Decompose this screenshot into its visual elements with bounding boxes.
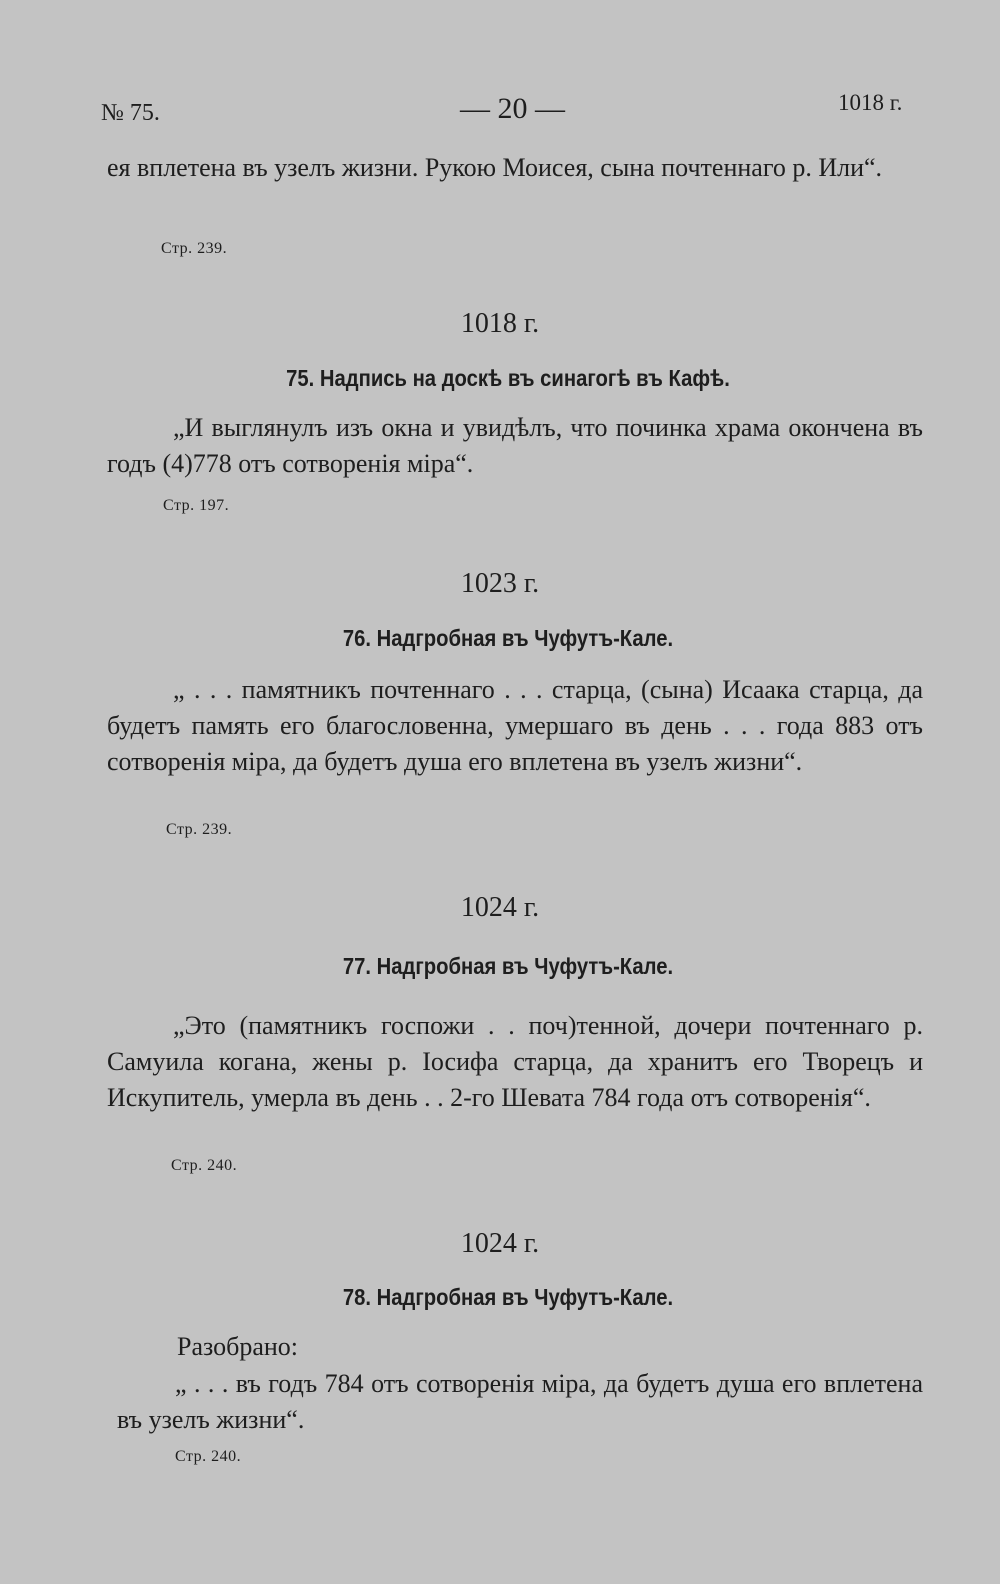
entry-number: 76. bbox=[342, 625, 372, 651]
entry-year: 1018 г. bbox=[460, 308, 540, 339]
entry-number: 78. bbox=[342, 1284, 372, 1310]
entry-body bbox=[107, 410, 923, 482]
page-reference: Стр. 197. bbox=[163, 497, 230, 514]
page-reference: Стр. 240. bbox=[171, 1157, 238, 1174]
entry-title-text: Надгробная въ Чуфутъ-Кале. bbox=[376, 1284, 674, 1310]
entry-number-header: № 75. bbox=[101, 100, 160, 126]
entry-text: „ . . . въ годъ 784 отъ сотворенія міра, да будетъ душа его вплетена въ узелъ жизни“. bbox=[117, 1369, 923, 1434]
entry-title bbox=[68, 953, 948, 980]
entry-title bbox=[68, 365, 948, 392]
entry-body bbox=[107, 672, 923, 780]
entry-body bbox=[107, 1008, 923, 1116]
entry-text: „Это (памятникъ госпожи . . поч)тенной, дочери почтеннаго р. Самуила когана, жены р. Іосифа старца, да хранитъ его Творецъ и Искупитель, умерла въ день . . 2-го Шевата 784 года отъ сотворенія“. bbox=[107, 1011, 923, 1112]
entry-text: „ . . . памятникъ почтеннаго . . . старца, (сына) Исаака старца, да будетъ память его благословенна, умершаго въ день . . . года 883 отъ сотворенія міра, да будетъ душа его вплетена въ узелъ жизни“. bbox=[107, 675, 923, 776]
continuation-text bbox=[107, 150, 923, 186]
entry-number: 77. bbox=[342, 953, 372, 979]
entry-title-text: Надгробная въ Чуфутъ-Кале. bbox=[376, 953, 674, 979]
entry-number: 75. bbox=[286, 365, 315, 391]
entry-title bbox=[68, 625, 948, 652]
entry-title-text: Надпись на доскѣ въ синагогѣ въ Кафѣ. bbox=[319, 365, 730, 391]
entry-year: 1024 г. bbox=[460, 892, 540, 923]
page-reference: Стр. 239. bbox=[161, 240, 228, 257]
entry-text: ея вплетена въ узелъ жизни. Рукою Моисея, сына почтеннаго р. Или“. bbox=[107, 153, 883, 182]
page-reference: Стр. 240. bbox=[175, 1448, 242, 1465]
entry-title bbox=[68, 1284, 948, 1311]
entry-year: 1024 г. bbox=[460, 1228, 540, 1259]
entry-title-text: Надгробная въ Чуфутъ-Кале. bbox=[376, 625, 674, 651]
page-number: — 20 — bbox=[460, 92, 565, 125]
entry-subheading: Разобрано: bbox=[177, 1332, 299, 1361]
entry-body bbox=[117, 1366, 923, 1438]
page-reference: Стр. 239. bbox=[166, 821, 233, 838]
year-header: 1018 г. bbox=[838, 90, 903, 115]
entry-text: „И выглянулъ изъ окна и увидѣлъ, что починка храма окончена въ годъ (4)778 отъ сотворенія міра“. bbox=[107, 413, 923, 478]
entry-year: 1023 г. bbox=[460, 568, 540, 599]
